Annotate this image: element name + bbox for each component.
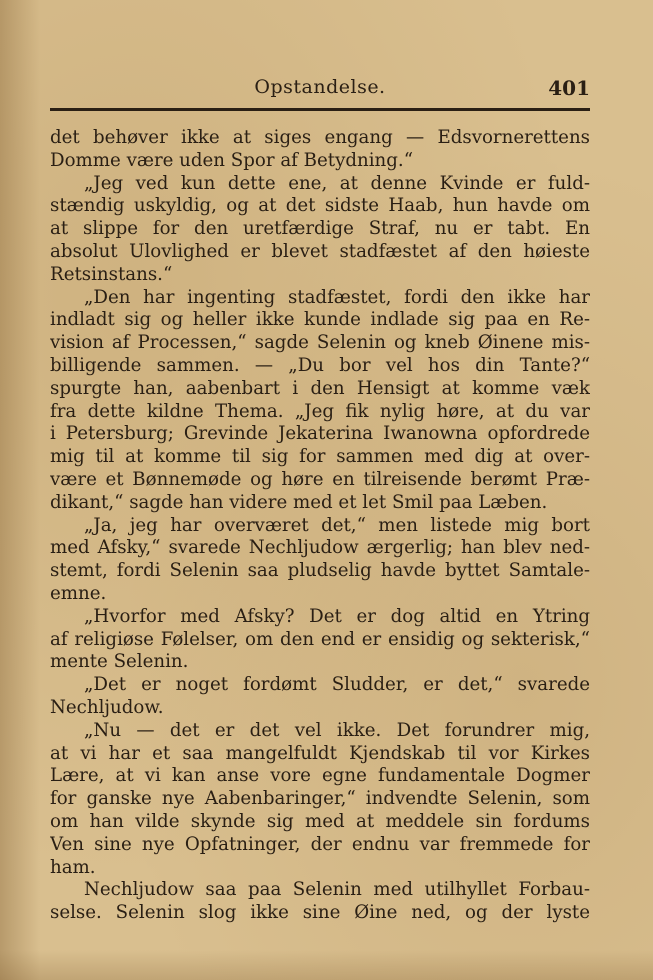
text-line: af religiøse Følelser, om den end er ensidig og sekterisk,“	[50, 628, 590, 650]
text-line: stændig uskyldig, og at det sidste Haab, hun havde om	[50, 195, 590, 217]
text-line: billigende sammen. — „Du bor vel hos din Tante?“	[50, 354, 590, 376]
body-text	[50, 127, 590, 925]
page-number: 401	[548, 76, 590, 100]
text-line: Domme være uden Spor af Betydning.“	[50, 149, 413, 171]
page-header	[50, 72, 590, 104]
text-line: for ganske nye Aabenbaringer,“ indvendte Selenin, som	[50, 788, 590, 810]
text-line: „Nu — det er det vel ikke. Det forundrer mig,	[84, 719, 590, 741]
text-line: „Jeg ved kun dette ene, at denne Kvinde er fuld-	[84, 172, 590, 194]
text-line: absolut Ulovlighed er blevet stadfæstet af den høieste	[50, 240, 590, 262]
text-line: „Den har ingenting stadfæstet, fordi den ikke har	[84, 286, 590, 308]
text-line: „Ja, jeg har overværet det,“ men listede mig bort	[84, 514, 590, 536]
text-line: „Hvorfor med Afsky? Det er dog altid en Ytring	[84, 605, 590, 627]
text-line: stemt, fordi Selenin saa pludselig havde byttet Samtale-	[50, 560, 590, 582]
text-line: emne.	[50, 582, 107, 604]
text-line: spurgte han, aabenbart i den Hensigt at komme væk	[50, 377, 590, 399]
text-line: mente Selenin.	[50, 651, 189, 673]
text-line: med Afsky,“ svarede Nechljudow ærgerlig; han blev ned-	[50, 537, 590, 559]
text-line: Lære, at vi kan anse vore egne fundamentale Dogmer	[50, 765, 590, 787]
text-line: selse. Selenin slog ikke sine Øine ned, og der lyste	[50, 902, 590, 924]
book-page	[50, 72, 590, 925]
header-rule	[50, 108, 590, 111]
text-line: indladt sig og heller ikke kunde indlade sig paa en Re-	[50, 309, 590, 331]
text-line: „Det er noget fordømt Sludder, er det,“ svarede	[84, 674, 590, 696]
text-line: i Petersburg; Grevinde Jekaterina Iwanowna opfordrede	[50, 423, 590, 445]
text-line: Ven sine nye Opfatninger, der endnu var fremmede for	[50, 833, 590, 855]
text-line: vision af Processen,“ sagde Selenin og kneb Øinene mis-	[50, 332, 590, 354]
text-line: at vi har et saa mangelfuldt Kjendskab til vor Kirkes	[50, 742, 590, 764]
text-line: at slippe for den uretfærdige Straf, nu er tabt. En	[50, 218, 590, 240]
text-line: Nechljudow.	[50, 696, 164, 718]
text-line: mig til at komme til sig for sammen med dig at over-	[50, 446, 590, 468]
text-line: fra dette kildne Thema. „Jeg fik nylig høre, at du var	[50, 400, 590, 422]
text-line: dikant,“ sagde han videre med et let Smil paa Læben.	[50, 491, 548, 513]
text-line: Nechljudow saa paa Selenin med utilhyllet Forbau-	[84, 879, 590, 901]
running-title: Opstandelse.	[254, 76, 386, 98]
text-line: det behøver ikke at siges engang — Edsvornerettens	[50, 127, 590, 148]
text-line: om han vilde skynde sig med at meddele sin fordums	[50, 810, 590, 832]
text-line: Retsinstans.“	[50, 263, 173, 285]
text-line: ham.	[50, 856, 96, 878]
text-line: være et Bønnemøde og høre en tilreisende berømt Præ-	[50, 468, 590, 490]
